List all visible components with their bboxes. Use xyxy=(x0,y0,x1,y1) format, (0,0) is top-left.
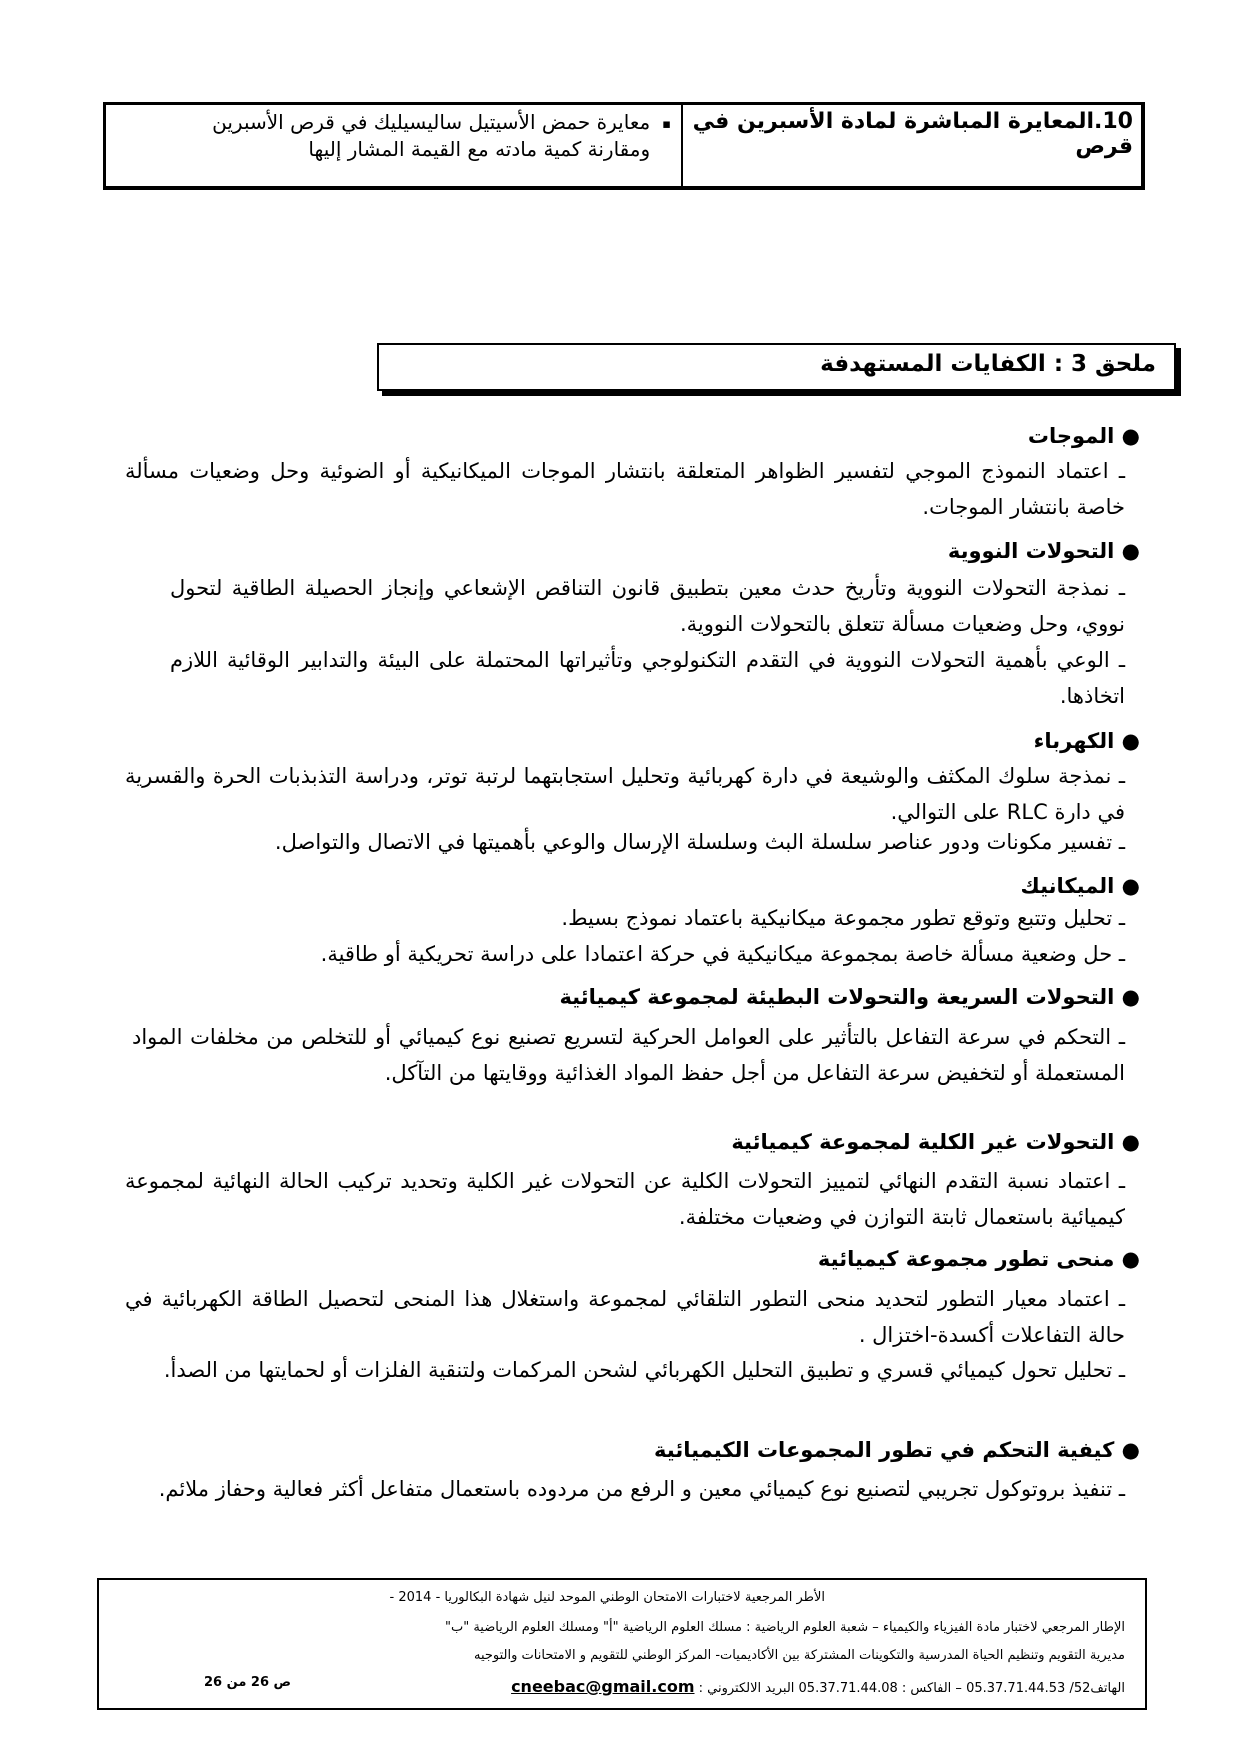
square-bullet-icon: ▪ xyxy=(662,117,671,132)
table-cell-activity-title: 10.المعايرة المباشرة لمادة الأسبرين في قرص xyxy=(681,105,1141,186)
section-item: ـ اعتماد نسبة التقدم النهائي لتمييز التحولات الكلية عن التحولات غير الكلية وتحديد تركيب الحالة النهائية لمجموعة كيميائية باستعمال ثابتة التوازن في وضعيات مختلفة. xyxy=(125,1169,1125,1229)
annex-title: ملحق 3 : الكفايات المستهدفة xyxy=(820,351,1156,377)
section-heading: ● التحولات السريعة والتحولات البطيئة لمجموعة كيميائية xyxy=(559,985,1140,1009)
section-item: ـ اعتماد النموذج الموجي لتفسير الظواهر المتعلقة بانتشار الموجات الميكانيكية أو الضوئية وحل وضعيات مسألة خاصة بانتشار الموجات. xyxy=(125,459,1125,519)
section-heading: ● الميكانيك xyxy=(1020,874,1140,898)
section-item: ـ تفسير مكونات ودور عناصر سلسلة البث وسلسلة الإرسال والوعي بأهميتها في الاتصال والتواصل. xyxy=(274,830,1125,854)
top-table xyxy=(103,102,1145,190)
section-heading: ● الكهرباء xyxy=(1033,729,1140,753)
footer-line-3: مديرية التقويم وتنظيم الحياة المدرسية والتكوينات المشتركة بين الأكاديميات- المركز الوطني للتقويم و الامتحانات والتوجيه xyxy=(473,1648,1125,1663)
section-heading: ● التحولات غير الكلية لمجموعة كيميائية xyxy=(731,1130,1140,1154)
section-item: ـ تنفيذ بروتوكول تجريبي لتصنيع نوع كيميائي معين و الرفع من مردوده باستعمال متفاعل أكثر فعالية وحفاز ملائم. xyxy=(158,1477,1125,1501)
section-item: ـ تحليل تحول كيميائي قسري و تطبيق التحليل الكهربائي لشحن المركمات ولتنقية الفلزات أو لحمايتها من الصدأ. xyxy=(163,1358,1125,1382)
footer-contact xyxy=(511,1677,1125,1696)
annex-title-box xyxy=(377,343,1176,391)
footer-line-2: الإطار المرجعي لاختبار مادة الفيزياء والكيمياء – شعبة العلوم الرياضية : مسلك العلوم الرياضية "أ" ومسلك العلوم الرياضية "ب" xyxy=(445,1620,1125,1635)
table-cell-activity-description xyxy=(106,105,681,186)
page-number: ص 26 من 26 xyxy=(204,1675,292,1690)
section-item: ـ حل وضعية مسألة خاصة بمجموعة ميكانيكية في حركة اعتمادا على دراسة تحريكية أو طاقية. xyxy=(320,942,1125,966)
section-item: ـ نمذجة سلوك المكثف والوشيعة في دارة كهربائية وتحليل استجابتهما لرتبة توتر، ودراسة التذبذبات الحرة والقسرية في دارة RLC على التوالي. xyxy=(125,764,1125,824)
section-item: ـ الوعي بأهمية التحولات النووية في التقدم التكنولوجي وتأثيراتها المحتملة على البيئة والتدابير الوقائية اللازم اتخاذها. xyxy=(170,648,1125,708)
section-heading: ● التحولات النووية xyxy=(947,539,1140,563)
section-item: ـ التحكم في سرعة التفاعل بالتأثير على العوامل الحركية لتسريع تصنيع نوع كيميائي أو للتخلص من مخلفات المواد المستعملة أو لتخفيض سرعة التفاعل من أجل حفظ المواد الغذائية ووقايتها من التآكل. xyxy=(132,1025,1125,1085)
page-footer xyxy=(97,1578,1147,1710)
section-heading: ● الموجات xyxy=(1027,424,1140,448)
section-item: ـ اعتماد معيار التطور لتحديد منحى التطور التلقائي لمجموعة واستغلال هذا المنحى لتحصيل الطاقة الكهربائية في حالة التفاعلات أكسدة-اختزال . xyxy=(125,1287,1125,1347)
footer-email-link[interactable]: cneebac@gmail.com xyxy=(511,1677,695,1696)
footer-phone-fax: الهاتف52/ 05.37.71.44.53 – الفاكس : 05.37.71.44.08 البريد الالكتروني : xyxy=(698,1681,1125,1696)
activity-description-text: معايرة حمض الأسيتيل ساليسيليك في قرص الأسبرين ومقارنة كمية مادته مع القيمة المشار إليها xyxy=(212,110,651,161)
footer-line-1: الأطر المرجعية لاختبارات الامتحان الوطني الموحد لنيل شهادة البكالوريا - 2014 - xyxy=(389,1590,825,1605)
section-item: ـ تحليل وتتبع وتوقع تطور مجموعة ميكانيكية باعتماد نموذج بسيط. xyxy=(561,906,1125,930)
section-item: ـ نمذجة التحولات النووية وتأريخ حدث معين بتطبيق قانون التناقص الإشعاعي وإنجاز الحصيلة الطاقية لتحول نووي، وحل وضعيات مسألة تتعلق بالتحولات النووية. xyxy=(170,576,1125,636)
section-heading: ● كيفية التحكم في تطور المجموعات الكيميائية xyxy=(654,1438,1140,1462)
section-heading: ● منحى تطور مجموعة كيميائية xyxy=(817,1247,1140,1271)
